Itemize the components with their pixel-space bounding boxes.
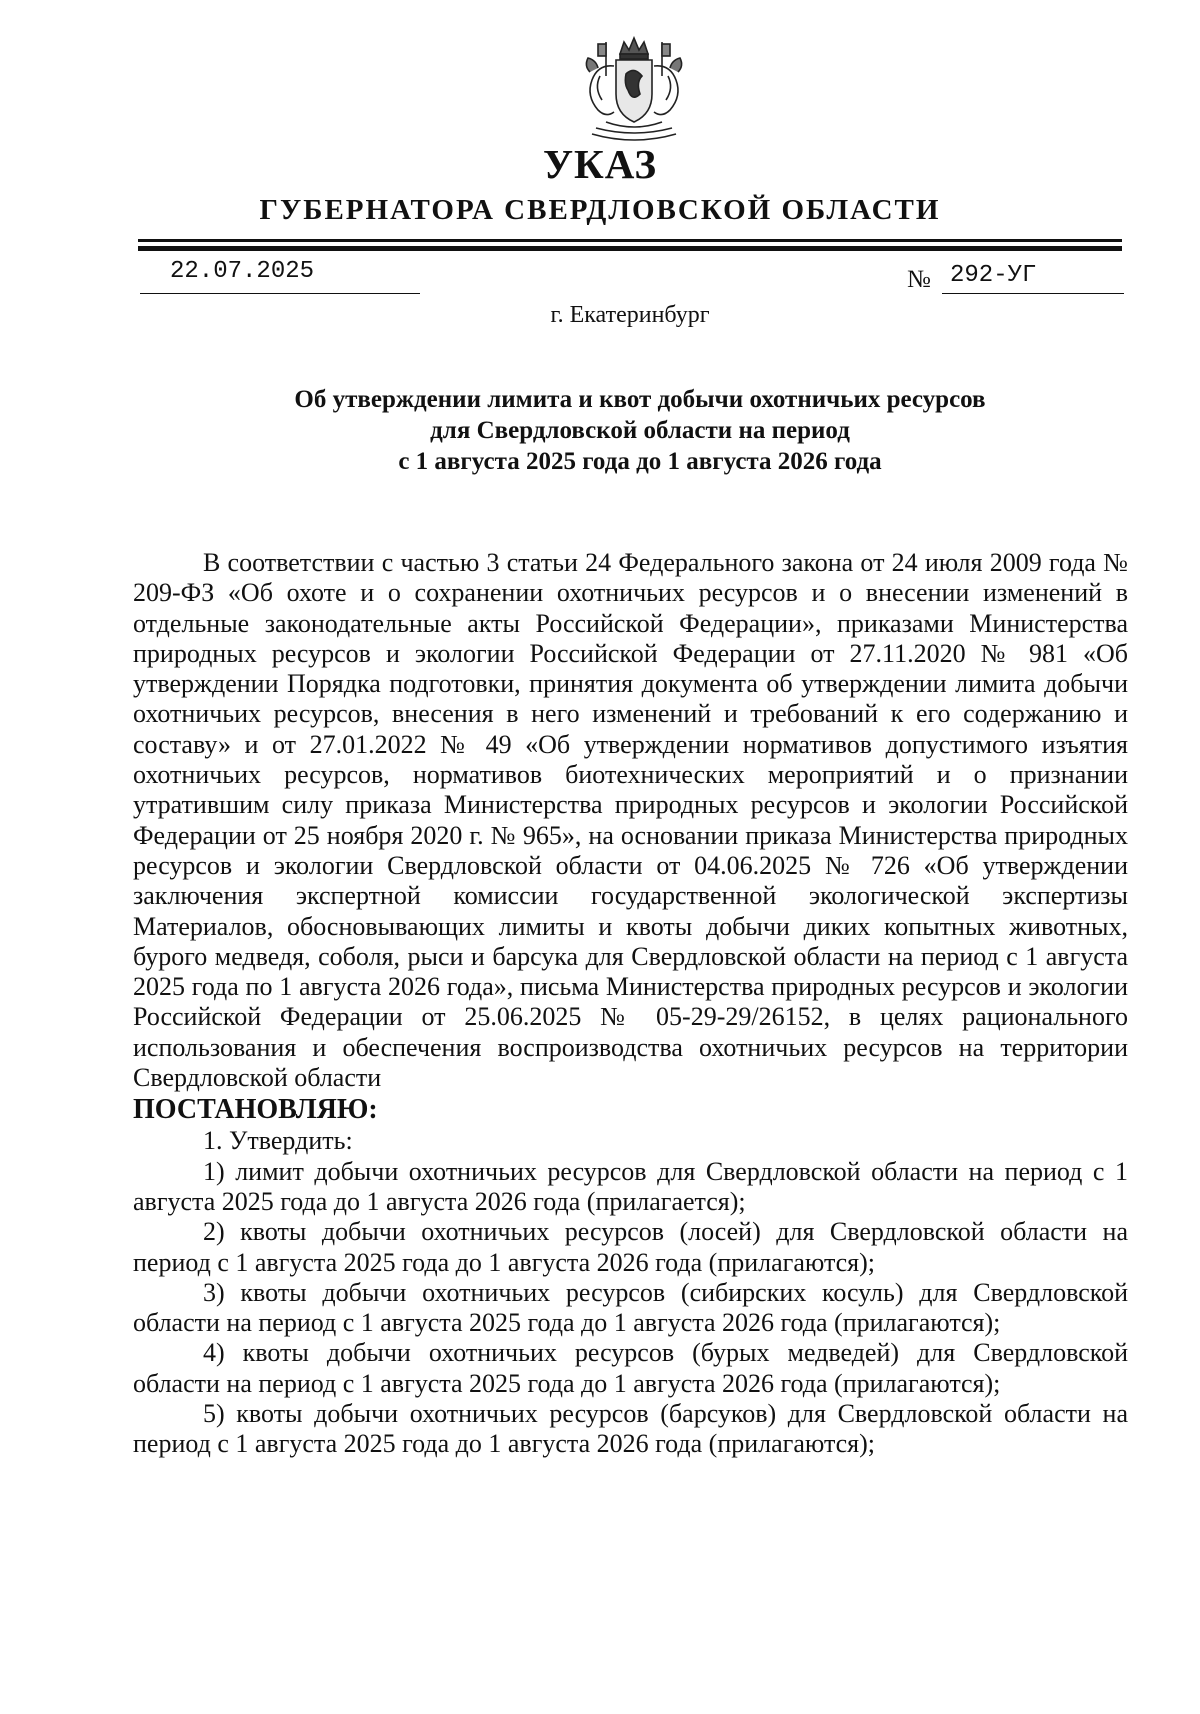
subitem: 1) лимит добычи охотничьих ресурсов для Свердловской области на период с 1 августа 2025 года до 1 августа 2026 года (прилагается); (133, 1156, 1128, 1216)
coat-of-arms-icon (576, 36, 692, 146)
document-body (133, 548, 1128, 1460)
number-underline (942, 293, 1124, 294)
heading-line: с 1 августа 2025 года до 1 августа 2026 года (398, 448, 882, 475)
preamble-paragraph: В соответствии с частью 3 статьи 24 Федерального закона от 24 июля 2009 года № 209-ФЗ «Об охоте и о сохранении охотничьих ресурсов и о внесении изменений в отдельные законодательные акты Российской Федерации», приказами Министерства природных ресурсов и экологии Российской Федерации от 27.11.2020 № 981 «Об утверждении Порядка подготовки, принятия документа об утверждении лимита добычи охотничьих ресурсов, внесения в него изменений и требований к его содержанию и составу» и от 27.01.2022 № 49 «Об утверждении нормативов допустимого изъятия охотничьих ресурсов, нормативов биотехнических мероприятий и о признании утратившим силу приказа Министерства природных ресурсов и экологии Российской Федерации от 25 ноября 2020 г. № 965», на основании приказа Министерства природных ресурсов и экологии Свердловской области от 04.06.2025 № 726 «Об утверждении заключения экспертной комиссии государственной экологической экспертизы Материалов, обосновывающих лимиты и квоты добычи диких копытных животных, бурого медведя, соболя, рыси и барсука для Свердловской области на период с 1 августа 2025 года по 1 августа 2026 года», письма Министерства природных ресурсов и экологии Российской Федерации от 25.06.2025 № 05-29-29/26152, в целях рационального использования и обеспечения воспроизводства охотничьих ресурсов на территории Свердловской области (133, 548, 1128, 1093)
subitem: 3) квоты добычи охотничьих ресурсов (сибирских косуль) для Свердловской области на период с 1 августа 2025 года до 1 августа 2026 года (прилагаются); (133, 1277, 1128, 1338)
document-type-title: УКАЗ (542, 141, 658, 187)
number-sign: № (907, 266, 931, 293)
subitem: 4) квоты добычи охотничьих ресурсов (бурых медведей) для Свердловской области на период с 1 августа 2025 года до 1 августа 2026 года (прилагаются); (133, 1338, 1128, 1398)
decree-number: 292-УГ (950, 262, 1037, 289)
date-underline (140, 293, 420, 294)
header-divider-thin (138, 239, 1122, 242)
header-divider-thick (138, 246, 1122, 251)
item-1: 1. Утвердить: (203, 1126, 353, 1156)
heading-line: Об утверждении лимита и квот добычи охотничьих ресурсов (294, 386, 986, 413)
subitem: 2) квоты добычи охотничьих ресурсов (лосей) для Свердловской области на период с 1 августа 2025 года до 1 августа 2026 года (прилагаются); (133, 1217, 1128, 1277)
issuer-title: ГУБЕРНАТОРА СВЕРДЛОВСКОЙ ОБЛАСТИ (259, 194, 941, 226)
subitem: 5) квоты добычи охотничьих ресурсов (барсуков) для Свердловской области на период с 1 августа 2025 года до 1 августа 2026 года (прилагаются); (133, 1399, 1128, 1459)
heading-line: для Свердловской области на период (430, 417, 850, 444)
document-heading (100, 384, 1180, 477)
decree-word: ПОСТАНОВЛЯЮ: (133, 1094, 378, 1126)
city-name: г. Екатеринбург (550, 302, 710, 328)
decree-date: 22.07.2025 (170, 258, 315, 285)
